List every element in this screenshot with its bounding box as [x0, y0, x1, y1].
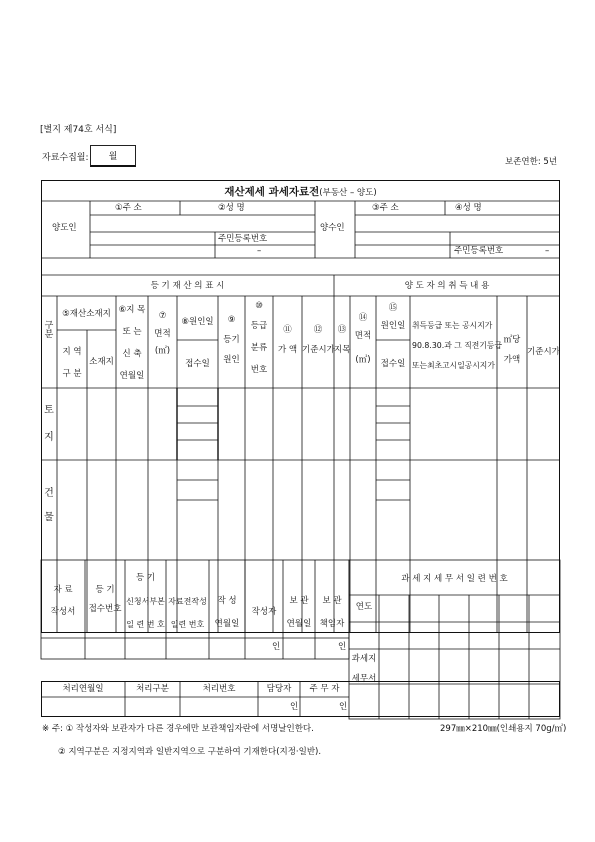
proc-date: 처리연월일 [62, 684, 104, 694]
proc-chief: 주 무 자 [309, 684, 340, 694]
transferee-name-header: ④성 명 [455, 203, 482, 213]
col-reg-cause-num: ⑨ [227, 315, 236, 325]
col-grade-3: 번호 [250, 365, 268, 375]
paper-size-note: 297㎜×210㎜(인쇄용지 70g/㎡) [440, 724, 567, 734]
col-jimok2: 지목 [334, 345, 351, 355]
transferor-name-header: ②성 명 [218, 203, 245, 213]
transferor-resident-dash: – [257, 246, 262, 256]
proc-number: 처리번호 [202, 684, 236, 694]
col-per-m2: ㎡당 [503, 335, 521, 345]
tax-office-serial-title: 과 세 지 세 무 서 일 련 번 호 [401, 574, 508, 584]
lower-col-keep-2: 연월일 [286, 619, 312, 629]
lower-col-date-2: 연월일 [214, 619, 240, 629]
col-grade-text-1: 취득등급 또는 공시지가 [412, 321, 493, 330]
transferor-resident-no-label: 주민등록번호 [218, 234, 268, 244]
col-jimok: ⑥지 목 [118, 305, 146, 315]
footnote-1: ※ 주: ① 작성자와 보관자가 다른 경우에만 보관책임자란에 서명날인한다. [42, 724, 314, 734]
col-grade-num: ⑩ [255, 301, 263, 311]
col-receipt2: 접수일 [380, 359, 406, 369]
lower-col-doc-2: 작성서 [50, 607, 76, 617]
col-region-type-2: 구 분 [62, 369, 82, 379]
proc-handler: 담당자 [266, 684, 292, 694]
transferor-label: 양도인 [52, 223, 77, 233]
footnote-2: ② 지역구분은 지정지역과 일반지역으로 구분하여 기재한다(지정·일반). [58, 747, 322, 757]
col-area2-unit: (㎡) [355, 355, 371, 365]
transferee-address-field[interactable] [356, 216, 559, 231]
lower-col-app-2: 신청서부본 [126, 597, 165, 606]
col-std-price-num: ⑫ [313, 325, 323, 335]
retention-period: 보존연한: 5년 [505, 157, 558, 167]
col-area2: 면적 [354, 331, 372, 341]
lower-col-app: 등 기 [135, 573, 156, 583]
handler-seal-mark: 인 [290, 702, 299, 712]
form-title: 재산제세 과세자료전(부동산 – 양도) [224, 186, 377, 198]
form-number: [별지 제74호 서식] [40, 125, 117, 135]
row-land-1: 토 [44, 405, 54, 416]
transferee-label: 양수인 [320, 223, 345, 233]
col-cause-date: ⑧원인일 [181, 317, 214, 327]
col-cause2-num: ⑮ [388, 303, 398, 313]
lower-col-app-3: 일 련 번 호 [126, 620, 165, 629]
row-building-1: 건 [44, 488, 54, 499]
tax-office-label-2: 세무서 [351, 674, 377, 684]
lower-col-keeper: 보 관 [322, 596, 342, 606]
col-region-type: 지 역 [62, 347, 82, 357]
lower-col-serial: 자료전작성 [168, 597, 207, 606]
transferee-resident-dash: – [545, 246, 550, 256]
col-receipt-date: 접수일 [185, 359, 210, 369]
keeper-seal-mark: 인 [338, 642, 347, 652]
col-cause2: 원인일 [380, 321, 406, 331]
tax-year-label: 연도 [355, 602, 373, 612]
col-jimok2-num: ⑬ [337, 325, 347, 335]
transferor-address-field[interactable] [91, 216, 314, 231]
col-location-addr: 소재지 [89, 357, 114, 367]
col-jimok-4: 연월일 [119, 371, 145, 381]
collection-month-label: 자료수집월: [42, 153, 89, 163]
lower-col-keep: 보 관 [289, 596, 309, 606]
col-area2-num: ⑭ [358, 313, 368, 323]
lower-col-reg-2: 접수번호 [88, 604, 122, 614]
col-area-num: ⑦ [158, 311, 167, 321]
col-std-price: 기준시가 [302, 345, 335, 355]
col-area: 면적 [154, 329, 171, 339]
col-std-price-2: 기준시가 [527, 347, 560, 357]
tax-office-label: 과세지 [351, 654, 377, 664]
col-reg-cause-2: 원인 [223, 355, 240, 365]
col-grade-1: 등급 [250, 321, 268, 331]
lower-col-doc: 자 료 [53, 585, 73, 595]
row-building-2: 물 [44, 512, 54, 523]
lower-col-keeper-2: 책임자 [319, 619, 345, 629]
col-per-m2-price: 가액 [503, 355, 521, 365]
col-jimok-3: 신 축 [122, 349, 142, 359]
row-land-2: 지 [44, 432, 54, 443]
lower-col-serial-2: 일련 번호 [170, 620, 205, 629]
proc-type: 처리구분 [136, 684, 169, 694]
col-grade-text-2: 90.8.30.과 그 직전기등급 [412, 341, 502, 350]
transferee-resident-no-label: 주민등록번호 [454, 246, 504, 256]
section-acquisition: 양 도 자 의 취 득 내 용 [404, 281, 490, 291]
col-price-num: ⑪ [283, 325, 292, 335]
lower-col-reg: 등 기 [95, 585, 115, 595]
lower-col-date: 작 성 [217, 596, 237, 606]
col-jimok-2: 또 는 [122, 327, 142, 337]
section-registry: 등 기 재 산 의 표 시 [150, 281, 225, 291]
lower-col-writer: 작성자 [251, 607, 277, 617]
col-grade-2: 분류 [250, 343, 268, 353]
col-grade-text-3: 또는최초고시일공시지가 [412, 361, 495, 370]
col-location: ⑤재산소재지 [62, 309, 111, 319]
col-price: 가 액 [277, 345, 298, 355]
col-reg-cause-1: 등기 [223, 335, 240, 345]
col-area-unit: (㎡) [154, 346, 171, 356]
writer-seal-mark: 인 [272, 642, 281, 652]
transferee-address-header: ③주 소 [372, 203, 399, 213]
collection-month-field[interactable]: 월 [90, 145, 136, 167]
col-gubun: 구분 [44, 321, 54, 340]
transferor-address-header: ①주 소 [115, 203, 142, 213]
chief-seal-mark: 인 [339, 702, 348, 712]
